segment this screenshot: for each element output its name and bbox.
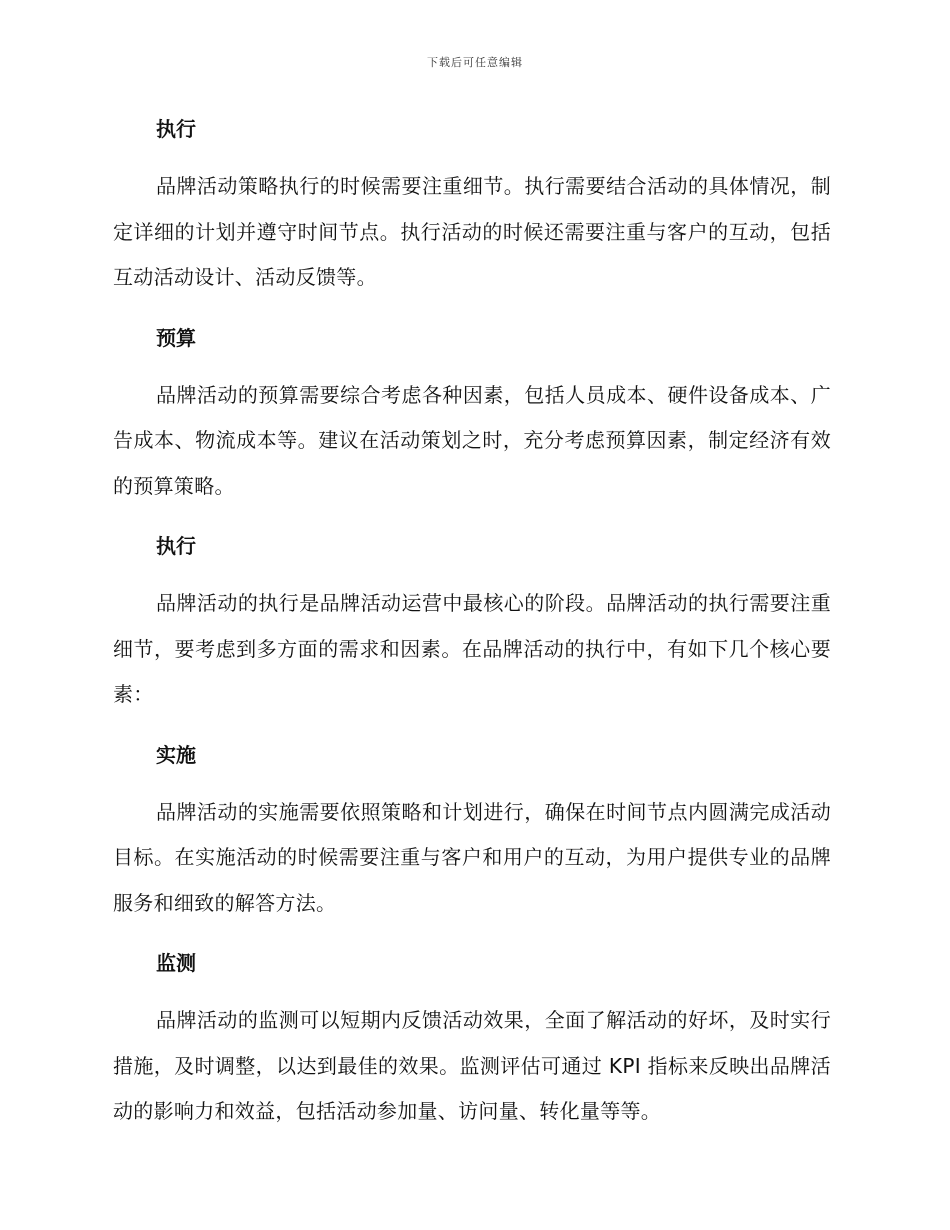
page-header-note: 下载后可任意编辑 bbox=[427, 56, 523, 69]
section-body-budget: 品牌活动的预算需要综合考虑各种因素，包括人员成本、硬件设备成本、广告成本、物流成本等。建议在活动策划之时，充分考虑预算因素，制定经济有效的预算策略。 bbox=[113, 382, 831, 498]
section-heading-execution-core: 执行 bbox=[156, 534, 196, 558]
section-body-implementation: 品牌活动的实施需要依照策略和计划进行，确保在时间节点内圆满完成活动目标。在实施活动的时候需要注重与客户和用户的互动，为用户提供专业的品牌服务和细致的解答方法。 bbox=[113, 799, 831, 915]
section-heading-budget: 预算 bbox=[156, 325, 196, 350]
section-heading-implementation: 实施 bbox=[156, 742, 196, 767]
section-body-execution-core: 品牌活动的执行是品牌活动运营中最核心的阶段。品牌活动的执行需要注重细节，要考虑到多方面的需求和因素。在品牌活动的执行中，有如下几个核心要素： bbox=[113, 591, 831, 706]
section-body-monitoring: 品牌活动的监测可以短期内反馈活动效果，全面了解活动的好坏，及时实行措施，及时调整，以达到最佳的效果。监测评估可通过 KPI 指标来反映出品牌活动的影响力和效益，包括活动参加量、访问量、转化量等等。 bbox=[113, 1008, 831, 1123]
section-body-execution: 品牌活动策略执行的时候需要注重细节。执行需要结合活动的具体情况，制定详细的计划并遵守时间节点。执行活动的时候还需要注重与客户的互动，包括互动活动设计、活动反馈等。 bbox=[113, 174, 831, 289]
section-heading-monitoring: 监测 bbox=[156, 951, 196, 975]
section-heading-execution: 执行 bbox=[156, 117, 196, 141]
document-content bbox=[113, 112, 831, 1155]
